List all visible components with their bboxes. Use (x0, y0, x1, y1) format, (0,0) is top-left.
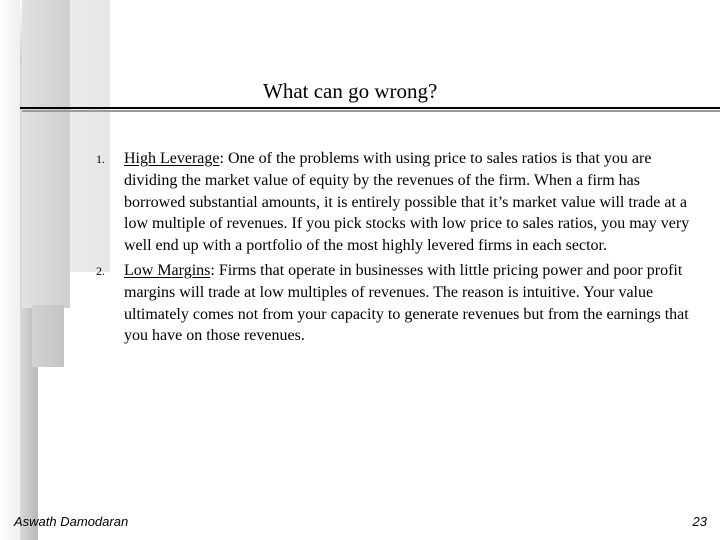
list-item-number: 1. (96, 152, 105, 166)
decorative-bar (0, 0, 20, 540)
decorative-bar (32, 305, 64, 367)
title-divider (20, 107, 720, 109)
decorative-bar (22, 0, 70, 308)
list-item-text: : One of the problems with using price to sales ratios is that you are dividing the market value of equity by the revenues of the firm. When a firm has borrowed substantial amounts, it is entirely possible that it’s market value will trade at a low multiple of revenues. If you pick stocks with low price to sales ratios, you may very well end up with a portfolio of the most highly levered firms in each sector. (124, 150, 690, 255)
list-item-number: 2. (96, 263, 105, 278)
list-item-term: High Leverage (124, 150, 220, 167)
footer-author: Aswath Damodaran (14, 514, 129, 529)
slide-title: What can go wrong? (263, 79, 438, 103)
page-number: 23 (692, 514, 707, 529)
title-divider-shadow (22, 110, 720, 112)
list-item (96, 260, 696, 347)
list-item (96, 148, 696, 257)
list-item-term: Low Margins (124, 261, 211, 279)
list-item-text: : Firms that operate in businesses with little pricing power and poor profit margins will trade at low multiples of revenues. The reason is intuitive. Your value ultimately comes not from your capacity to generate revenues but from the earnings that you have on those revenues. (124, 261, 689, 345)
numbered-list (96, 148, 696, 350)
